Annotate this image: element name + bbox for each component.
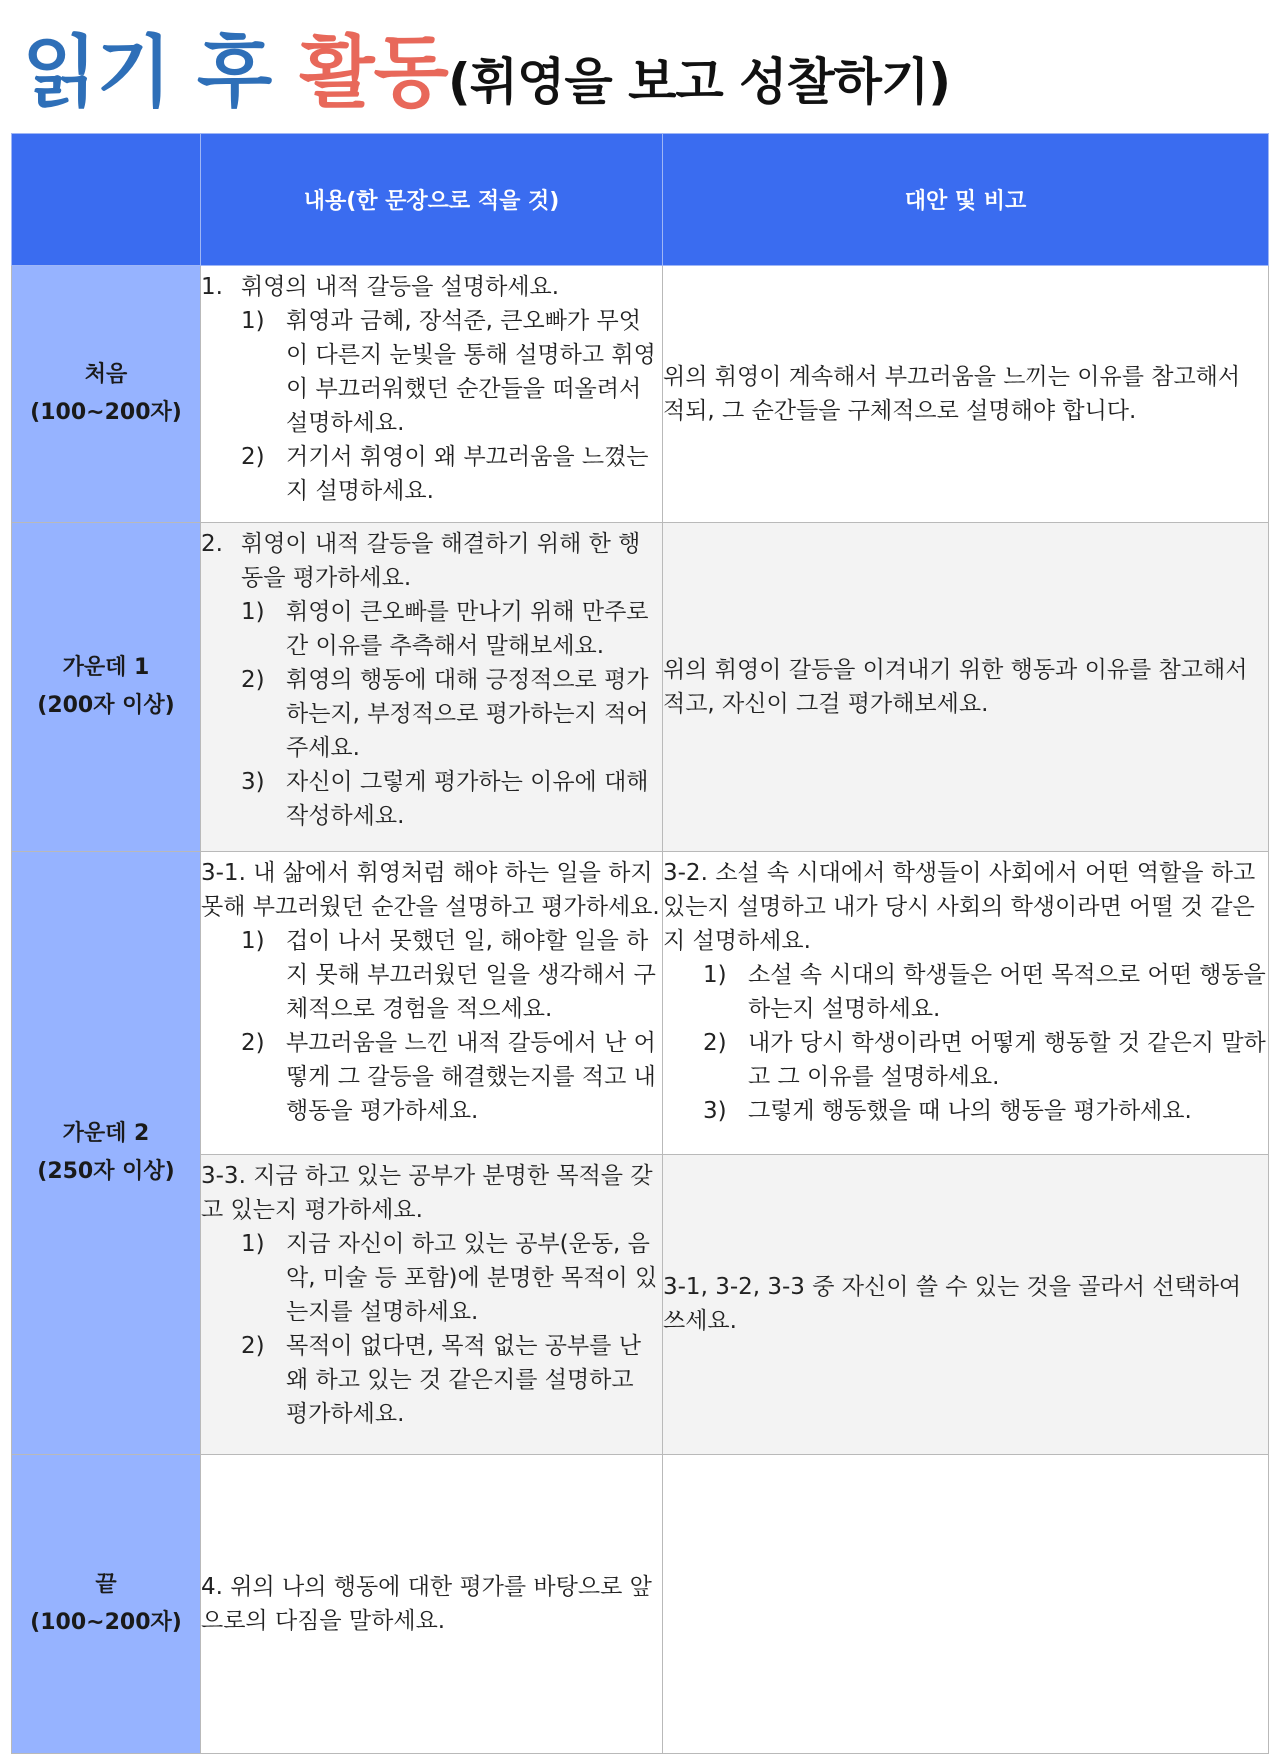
note-cell	[663, 1155, 1269, 1454]
item-text: 휘영이 큰오빠를 만나기 위해 만주로 간 이유를 추측해서 말해보세요.	[286, 599, 649, 660]
content-cell	[201, 1454, 663, 1753]
list-item	[201, 924, 662, 1026]
list-item	[201, 1026, 662, 1128]
list-item	[201, 1227, 662, 1329]
item-number: 1)	[703, 962, 727, 989]
note-text: 위의 휘영이 갈등을 이겨내기 위한 행동과 이유를 참고해서 적고, 자신이 그걸 평가해보세요.	[663, 657, 1248, 718]
page-title	[22, 10, 950, 120]
header-label-column	[12, 134, 201, 266]
title-part-subtitle: (휘영을 보고 성찰하기)	[447, 53, 951, 111]
row-label-length: (200자 이상)	[37, 693, 175, 719]
row-label	[12, 266, 201, 523]
item-number: 1)	[241, 1231, 265, 1258]
item-text: 지금 자신이 하고 있는 공부(운동, 음악, 미술 등 포함)에 분명한 목적이 있는지를 설명하세요.	[286, 1231, 658, 1326]
item-text: 휘영의 내적 갈등을 설명하세요.	[241, 274, 560, 301]
note-cell	[663, 523, 1269, 852]
list-item	[201, 595, 662, 663]
activity-table	[11, 133, 1269, 1754]
content-cell	[201, 523, 663, 852]
table-row	[12, 1155, 1269, 1454]
note-cell	[663, 852, 1269, 1155]
row-label	[12, 523, 201, 852]
list-item	[201, 765, 662, 833]
note-cell	[663, 1454, 1269, 1753]
note-text: 3-1, 3-2, 3-3 중 자신이 쓸 수 있는 것을 골라서 선택하여 쓰세요.	[663, 1274, 1242, 1335]
content-lead: 3-3. 지금 하고 있는 공부가 분명한 목적을 갖고 있는지 평가하세요.	[201, 1163, 653, 1224]
content-text: 4. 위의 나의 행동에 대한 평가를 바탕으로 앞으로의 다짐을 말하세요.	[201, 1573, 652, 1634]
item-text: 자신이 그렇게 평가하는 이유에 대해 작성하세요.	[286, 769, 649, 830]
list-item	[201, 1329, 662, 1431]
item-text: 휘영이 내적 갈등을 해결하기 위해 한 행동을 평가하세요.	[241, 531, 641, 592]
row-label-length: (100~200자)	[30, 400, 182, 426]
content-lead	[201, 527, 662, 595]
title-part-reading: 읽기 후	[22, 28, 272, 118]
table-row	[12, 523, 1269, 852]
item-number: 2)	[241, 1030, 265, 1057]
item-text: 소설 속 시대의 학생들은 어떤 목적으로 어떤 행동을 하는지 설명하세요.	[748, 962, 1266, 1023]
item-text: 겁이 나서 못했던 일, 해야할 일을 하지 못해 부끄러웠던 일을 생각해서 구체적으로 경험을 적으세요.	[286, 928, 656, 1023]
header-row	[12, 134, 1269, 266]
header-note-column: 대안 및 비고	[663, 134, 1269, 266]
item-number: 1)	[241, 599, 265, 626]
content-cell	[201, 266, 663, 523]
row-label-title: 가운데 1	[62, 655, 150, 681]
note-text: 위의 휘영이 계속해서 부끄러움을 느끼는 이유를 참고해서 적되, 그 순간들을 구체적으로 설명해야 합니다.	[663, 364, 1241, 425]
item-text: 그렇게 행동했을 때 나의 행동을 평가하세요.	[748, 1098, 1192, 1125]
row-label-title: 처음	[84, 362, 128, 388]
list-item	[201, 663, 662, 765]
item-number: 2)	[241, 1333, 265, 1360]
item-number: 1)	[241, 308, 265, 335]
item-text: 휘영과 금혜, 장석준, 큰오빠가 무엇이 다른지 눈빛을 통해 설명하고 휘영이 부끄러워했던 순간들을 떠올려서 설명하세요.	[286, 308, 656, 437]
table-row	[12, 266, 1269, 523]
item-text: 휘영의 행동에 대해 긍정적으로 평가하는지, 부정적으로 평가하는지 적어주세요.	[286, 667, 649, 762]
item-number: 1)	[241, 928, 265, 955]
content-lead	[201, 270, 662, 304]
list-item	[663, 1026, 1268, 1094]
list-item	[663, 958, 1268, 1026]
item-text: 목적이 없다면, 목적 없는 공부를 난 왜 하고 있는 것 같은지를 설명하고 평가하세요.	[286, 1333, 641, 1428]
item-number: 2)	[703, 1030, 727, 1057]
row-label-title: 끝	[95, 1571, 117, 1597]
row-label-length: (100~200자)	[30, 1609, 182, 1635]
row-label-length: (250자 이상)	[37, 1159, 175, 1184]
list-item	[201, 304, 662, 440]
item-number: 1.	[201, 274, 223, 301]
item-text: 부끄러움을 느낀 내적 갈등에서 난 어떻게 그 갈등을 해결했는지를 적고 내 행동을 평가하세요.	[286, 1030, 656, 1125]
note-lead: 3-2. 소설 속 시대에서 학생들이 사회에서 어떤 역할을 하고 있는지 설명하고 내가 당시 사회의 학생이라면 어떨 것 같은지 설명하세요.	[663, 860, 1256, 955]
item-number: 3)	[703, 1098, 727, 1125]
content-cell	[201, 1155, 663, 1454]
table-row	[12, 852, 1269, 1155]
item-number: 2)	[241, 444, 265, 471]
item-text: 내가 당시 학생이라면 어떻게 행동할 것 같은지 말하고 그 이유를 설명하세요.	[748, 1030, 1266, 1091]
row-label-title: 가운데 2	[62, 1121, 150, 1146]
item-number: 3)	[241, 769, 265, 796]
table-row	[12, 1454, 1269, 1753]
content-cell	[201, 852, 663, 1155]
list-item	[201, 440, 662, 508]
list-item	[663, 1094, 1268, 1128]
header-content-column: 내용(한 문장으로 적을 것)	[201, 134, 663, 266]
item-text: 거기서 휘영이 왜 부끄러움을 느꼈는지 설명하세요.	[286, 444, 649, 505]
item-number: 2.	[201, 531, 223, 558]
item-number: 2)	[241, 667, 265, 694]
row-label	[12, 1454, 201, 1753]
row-label	[12, 852, 201, 1454]
content-lead: 3-1. 내 삶에서 휘영처럼 해야 하는 일을 하지 못해 부끄러웠던 순간을 설명하고 평가하세요.	[201, 860, 660, 921]
title-part-activity: 활동	[299, 28, 448, 118]
note-cell	[663, 266, 1269, 523]
